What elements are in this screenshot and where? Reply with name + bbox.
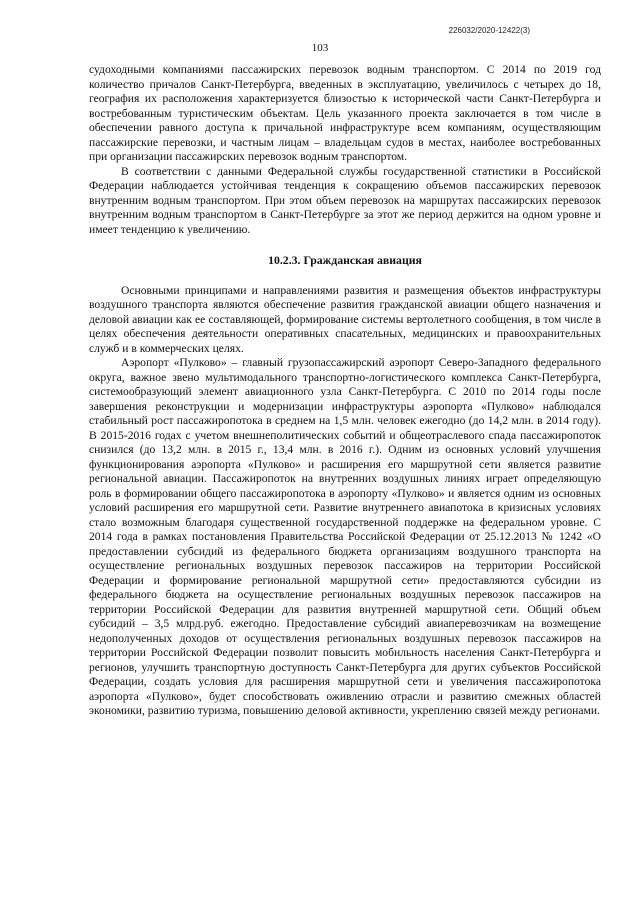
section-heading: 10.2.3. Гражданская авиация	[268, 253, 422, 267]
document-body	[89, 63, 601, 719]
paragraph-principles: Основными принципами и направлениями развития и размещения объектов инфраструктуры воздушного транспорта являются обеспечение развития гражданской авиации общего назначения и деловой авиации как ее составляющей, формирование системы вертолетного сообщения, в том числе в целях обеспечения деятельности оперативных спасательных, медицинских и правоохранительных служб и в коммерческих целях.	[89, 283, 601, 355]
paragraph-continuation: судоходными компаниями пассажирских перевозок водным транспортом. С 2014 по 2019 год количество причалов Санкт-Петербурга, введенных в эксплуатацию, увеличилось с четырех до 18, география их расположения характеризуется близостью к исторической части Санкт-Петербурга и востребованным туристическим объектам. Цель указанного проекта заключается в том числе в обеспечении равного доступа к причальной инфраструктуре всем компаниям, осуществляющим пассажирские перевозки, и частным лицам – владельцам судов в местах, наиболее востребованных при организации пассажирских перевозок водным транспортом.	[89, 63, 601, 163]
paragraph-statistics: В соответствии с данными Федеральной службы государственной статистики в Российской Федерации наблюдается устойчивая тенденция к сокращению объемов пассажирских перевозок внутренним водным транспортом. При этом объем перевозок на маршрутах пассажирских перевозок внутренним водным транспортом в Санкт-Петербурге за этот же период держится на одном уровне и имеет тенденцию к увеличению.	[89, 164, 601, 236]
paragraph-pulkovo: Аэропорт «Пулково» – главный грузопассажирский аэропорт Северо-Западного федерального округа, важное звено мультимодального транспортно-логистического комплекса Санкт-Петербурга, системообразующий элемент авиационного узла Санкт-Петербурга. С 2010 по 2014 годы после завершения реконструкции и модернизации инфраструктуры аэропорта «Пулково» наблюдался стабильный рост пассажиропотока в среднем на 1,5 млн. человек ежегодно (до 14,2 млн. в 2014 году). В 2015-2016 годах с учетом внешнеполитических событий и общеотраслевого спада пассажиропоток снизился (до 13,2 млн. в 2015 г., 13,4 млн. в 2016 г.). Одним из основных условий улучшения функционирования аэропорта «Пулково» и расширения его маршрутной сети является развитие региональной авиации. Пассажиропоток на внутренних воздушных линиях играет определяющую роль в формировании общего пассажиропотока в аэропорту «Пулково» и является одним из основных условий расширения его маршрутной сети. Развитие внутреннего авиапотока в кризисных условиях стало возможным благодаря существенной государственной поддержке на федеральном уровне. С 2014 года в рамках постановления Правительства Российской Федерации от 25.12.2013 № 1242 «О предоставлении субсидий из федерального бюджета организациям воздушного транспорта на осуществление региональных воздушных перевозок пассажиров на территории Российской Федерации и формирование региональной маршрутной сети» предоставляются субсидии из федерального бюджета на осуществление региональных воздушных перевозок пассажиров на территории Российской Федерации для развития внутренней маршрутной сети. Общий объем субсидий – 3,5 млрд.руб. ежегодно. Предоставление субсидий авиаперевозчикам на возмещение недополученных доходов от осуществления региональных воздушных перевозок пассажиров на территории Российской Федерации позволит повысить мобильность населения Санкт-Петербурга и регионов, улучшить транспортную доступность Санкт-Петербурга для других субъектов Российской Федерации, создать условия для расширения маршрутной сети и увеличения пассажиропотока аэропорта «Пулково», будет способствовать оживлению отрасли и развитию смежных областей экономики, развитию туризма, повышению деловой активности, укреплению связей между регионами.	[89, 356, 601, 717]
page-number: 103	[311, 42, 329, 54]
document-id: 226032/2020-12422(3)	[448, 26, 530, 35]
